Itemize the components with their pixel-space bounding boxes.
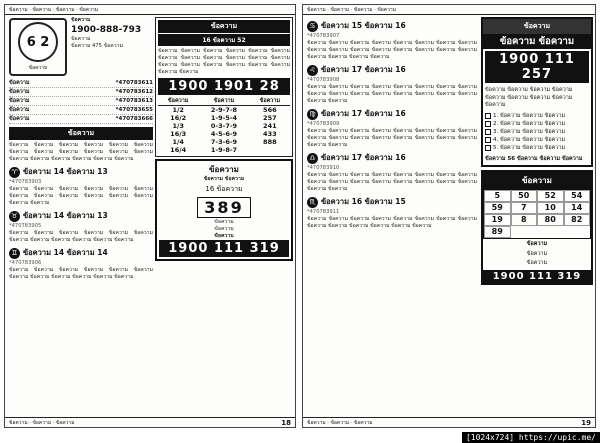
- lucky-number: 14: [564, 202, 591, 214]
- calendar-line: ข้อความ: [214, 219, 234, 225]
- logo-caption: ข้อความ: [28, 65, 48, 71]
- lucky-number: 7: [511, 202, 538, 214]
- ad-intro: ข้อความ ข้อความ ข้อความ ข้อความ ข้อความ ข้อความ ข้อความ ข้อความ ข้อความ: [485, 87, 573, 108]
- intro-text: ข้อความ ข้อความ ข้อความ ข้อความ ข้อความ ข้อความ ข้อความ ข้อความ ข้อความ ข้อความ ข้อความ ข้อความ ข้อความ ข้อความ ข้อความ ข้อความ ข้อความ ข้อความ: [9, 142, 153, 162]
- zodiac-icon: ♌: [307, 65, 318, 76]
- page-number: 19: [581, 419, 591, 427]
- lucky-number: 54: [564, 190, 591, 202]
- calendar-phone: 1900 111 319: [159, 240, 289, 257]
- promo-phone: 1900 1901 28: [158, 78, 290, 95]
- horoscope-column: [307, 17, 477, 230]
- ad-items: [483, 112, 591, 154]
- footer-text: ข้อความ · ข้อความ · ข้อความ: [307, 420, 373, 426]
- department-row: ข้อความ *470783611: [9, 80, 153, 86]
- promo-date: 16 ข้อความ 52: [158, 34, 290, 46]
- lucky-number: 80: [537, 214, 564, 226]
- table-row: 1/2 2-9-7-8 566: [172, 106, 277, 114]
- zodiac-sms: *470783905: [9, 223, 42, 229]
- zodiac-heading: ♋ ข้อความ 15 ข้อความ 16: [307, 20, 477, 32]
- zodiac-sms: *470783910: [307, 165, 340, 171]
- zodiac-text: ข้อความ ข้อความ ข้อความ ข้อความ ข้อความ ข้อความ ข้อความ ข้อความ ข้อความ ข้อความ ข้อความ ข้อความ ข้อความ ข้อความ ข้อความ ข้อความ ข้อความ ข้อความ: [307, 84, 477, 104]
- list-item: 2. ข้อความ ข้อความ ข้อความ: [485, 120, 589, 128]
- department-list: [9, 79, 153, 281]
- zodiac-sms: *470783909: [307, 121, 340, 127]
- lucky-number: 82: [564, 214, 591, 226]
- lucky-phone: 1900 111 319: [483, 270, 591, 283]
- zodiac-icon: ♍: [307, 109, 318, 120]
- zodiac-icon: ♉: [9, 211, 20, 222]
- contact-line: ข้อความ 475 ข้อความ: [71, 43, 123, 49]
- zodiac-sms: *470783908: [307, 77, 340, 83]
- zodiac-text: ข้อความ ข้อความ ข้อความ ข้อความ ข้อความ ข้อความ ข้อความ ข้อความ ข้อความ ข้อความ ข้อความ ข้อความ ข้อความ ข้อความ: [307, 216, 477, 229]
- lucky-number: 59: [484, 202, 511, 214]
- department-row: ข้อความ *470783655: [9, 107, 153, 113]
- ad-headline: ข้อความ ข้อความ: [483, 34, 591, 49]
- lucky-line: ข้อความ: [526, 260, 548, 266]
- logo-box: [9, 18, 67, 76]
- lucky-number: 10: [537, 202, 564, 214]
- zodiac-sms: *470783907: [307, 33, 340, 39]
- zodiac-icon: ♎: [307, 153, 318, 164]
- contact-phone: 1900-888-793: [71, 25, 142, 35]
- ad-top: ข้อความ: [483, 19, 591, 34]
- zodiac-sms: *470783911: [307, 209, 340, 215]
- list-item: 4. ข้อความ ข้อความ ข้อความ: [485, 136, 589, 144]
- logo-emblem: 6 2: [18, 22, 58, 62]
- lucky-number: 8: [511, 214, 538, 226]
- list-item: 3. ข้อความ ข้อความ ข้อความ: [485, 128, 589, 136]
- table-header: ข้อความ: [198, 97, 249, 106]
- contact-title: ข้อความ: [71, 17, 91, 23]
- zodiac-heading: ♍ ข้อความ 17 ข้อความ 16: [307, 108, 477, 120]
- table-row: 1/3 0-3-7-9 241: [172, 122, 277, 130]
- checkbox-icon: [485, 121, 491, 127]
- contact-line: ข้อความ: [71, 36, 91, 42]
- right-page-footer: [303, 417, 595, 427]
- calendar-digits: 389: [197, 197, 250, 218]
- lucky-number-grid: [483, 189, 591, 239]
- department-row: ข้อความ *470783666: [9, 116, 153, 122]
- ad-box: [481, 17, 593, 167]
- zodiac-heading: ♌ ข้อความ 17 ข้อความ 16: [307, 64, 477, 76]
- department-row: ข้อความ *470783612: [9, 89, 153, 95]
- contact-box: [71, 17, 153, 50]
- lucky-line: ข้อความ: [526, 241, 548, 247]
- zodiac-text: ข้อความ ข้อความ ข้อความ ข้อความ ข้อความ ข้อความ ข้อความ ข้อความ ข้อความ ข้อความ ข้อความ ข้อความ ข้อความ ข้อความ ข้อความ ข้อความ ข้อความ ข้อความ: [307, 128, 477, 148]
- calendar-line: ข้อความ: [214, 233, 234, 239]
- zodiac-text: ข้อความ ข้อความ ข้อความ ข้อความ ข้อความ ข้อความ ข้อความ ข้อความ ข้อความ ข้อความ ข้อความ ข้อความ: [9, 267, 153, 280]
- lucky-line: ข้อความ: [526, 250, 548, 257]
- table-row: 16/2 1-9-5-4 257: [170, 114, 277, 122]
- calendar-date: 16 ข้อความ: [205, 185, 243, 193]
- lucky-title: ข้อความ: [483, 172, 591, 189]
- zodiac-text: ข้อความ ข้อความ ข้อความ ข้อความ ข้อความ ข้อความ ข้อความ ข้อความ ข้อความ ข้อความ ข้อความ ข้อความ ข้อความ ข้อความ: [9, 186, 153, 206]
- department-row: ข้อความ *470783613: [9, 98, 153, 104]
- left-page: [4, 4, 296, 428]
- footer-text: ข้อความ · ข้อความ · ข้อความ: [9, 420, 75, 426]
- left-page-header: ข้อความ · ข้อความ · ข้อความ · ข้อความ: [5, 5, 295, 15]
- promo-title: ข้อความ: [158, 20, 290, 33]
- zodiac-icon: ♊: [9, 248, 20, 259]
- table-row: 1/4 7-3-6-9 888: [172, 138, 277, 146]
- right-page: [302, 4, 596, 428]
- zodiac-heading: ♈ ข้อความ 14 ข้อความ 13: [9, 166, 153, 178]
- zodiac-sms: *470783906: [9, 260, 42, 266]
- checkbox-icon: [485, 137, 491, 143]
- lucky-number-box: [481, 170, 593, 285]
- checkbox-icon: [485, 129, 491, 135]
- zodiac-icon: ♋: [307, 21, 318, 32]
- zodiac-text: ข้อความ ข้อความ ข้อความ ข้อความ ข้อความ ข้อความ ข้อความ ข้อความ ข้อความ ข้อความ ข้อความ ข้อความ ข้อความ ข้อความ ข้อความ ข้อความ ข้อความ ข้อความ ข้อความ ข้อความ: [307, 40, 477, 60]
- table-row: 16/4 1-9-8-7: [170, 146, 238, 154]
- calendar-subtitle: ข้อความ ข้อความ: [203, 176, 245, 182]
- zodiac-heading: ♊ ข้อความ 14 ข้อความ 14: [9, 247, 153, 259]
- promo-box: [155, 17, 293, 157]
- zodiac-icon: ♏: [307, 197, 318, 208]
- right-page-header: ข้อความ · ข้อความ · ข้อความ · ข้อความ: [303, 5, 595, 15]
- lucky-number: 5: [484, 190, 511, 202]
- page-number: 18: [281, 419, 291, 427]
- ad-column: [481, 17, 593, 285]
- table-row: 16/3 4-5-6-9 433: [170, 130, 277, 138]
- lottery-table: [158, 97, 290, 154]
- promo-column: [155, 17, 293, 261]
- table-header: ข้อความ: [250, 97, 290, 106]
- ad-note: ข้อความ 56 ข้อความ ข้อความ ข้อความ: [485, 155, 583, 162]
- zodiac-text: ข้อความ ข้อความ ข้อความ ข้อความ ข้อความ ข้อความ ข้อความ ข้อความ ข้อความ ข้อความ ข้อความ ข้อความ ข้อความ ข้อความ ข้อความ ข้อความ ข้อความ ข้อความ: [307, 172, 477, 192]
- calendar-box: [155, 159, 293, 261]
- calendar-line: ข้อความ: [214, 226, 234, 232]
- lucky-number: 50: [511, 190, 538, 202]
- lucky-number: 52: [537, 190, 564, 202]
- list-item: 5. ข้อความ ข้อความ ข้อความ: [485, 144, 589, 152]
- zodiac-heading: ♉ ข้อความ 14 ข้อความ 13: [9, 210, 153, 222]
- ad-phone: 1900 111 257: [485, 51, 589, 83]
- zodiac-heading: ♎ ข้อความ 17 ข้อความ 16: [307, 152, 477, 164]
- lucky-number: 89: [484, 226, 511, 238]
- image-size-watermark: [1024x724] https://upic.me/: [462, 432, 600, 443]
- checkbox-icon: [485, 145, 491, 151]
- zodiac-heading: ♏ ข้อความ 16 ข้อความ 15: [307, 196, 477, 208]
- left-page-footer: [5, 417, 295, 427]
- calendar-title: ข้อความ: [209, 165, 239, 174]
- checkbox-icon: [485, 113, 491, 119]
- promo-text: ข้อความ ข้อความ ข้อความ ข้อความ ข้อความ ข้อความ ข้อความ ข้อความ ข้อความ ข้อความ ข้อความ ข้อความ ข้อความ ข้อความ ข้อความ ข้อความ ข้อความ ข้อความ ข้อความ ข้อความ: [158, 48, 290, 75]
- zodiac-sms: *470783903: [9, 179, 42, 185]
- zodiac-icon: ♈: [9, 167, 20, 178]
- zodiac-text: ข้อความ ข้อความ ข้อความ ข้อความ ข้อความ ข้อความ ข้อความ ข้อความ ข้อความ ข้อความ ข้อความ ข้อความ: [9, 230, 153, 243]
- list-item: 1. ข้อความ ข้อความ ข้อความ: [485, 112, 589, 120]
- table-header: ข้อความ: [158, 97, 198, 106]
- lucky-number: 19: [484, 214, 511, 226]
- horoscope-banner: ข้อความ: [9, 127, 153, 140]
